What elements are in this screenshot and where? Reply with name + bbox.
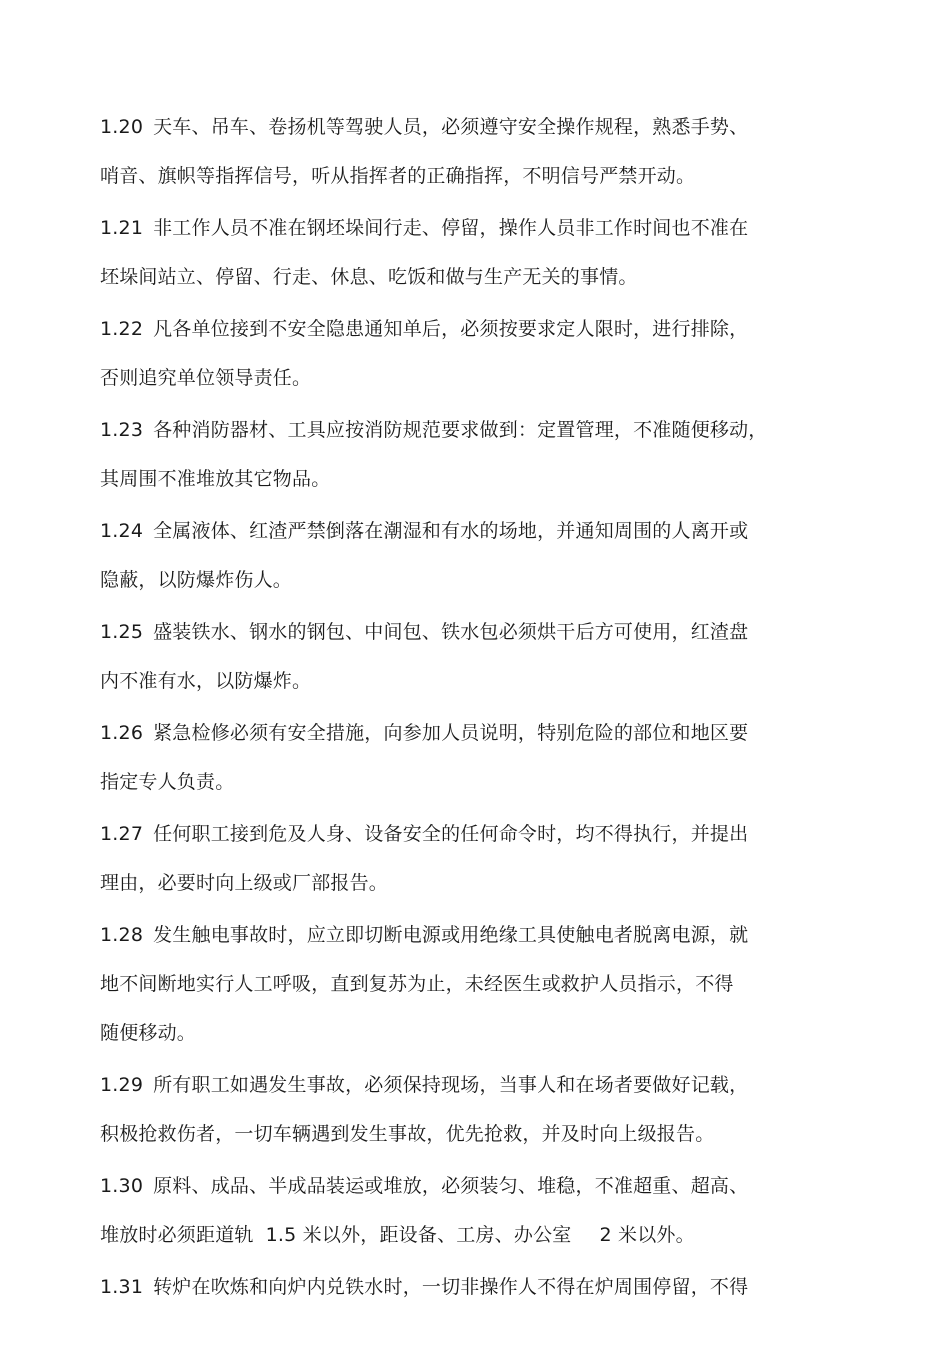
clause-line [100, 657, 820, 706]
clause-text: 全属液体、红渣严禁倒落在潮湿和有水的场地，并通知周围的人离开或 [153, 520, 749, 542]
clause-text: 其周围不准堆放其它物品。 [100, 468, 331, 490]
document-page [100, 103, 820, 1315]
clause-text: 盛装铁水、钢水的钢包、中间包、铁水包必须烘干后方可使用，红渣盘 [153, 621, 749, 643]
clause-line [100, 556, 820, 605]
clause-text: 积极抢救伤者，一切车辆遇到发生事故，优先抢救，并及时向上级报告。 [100, 1123, 715, 1145]
clause-1-22 [100, 305, 820, 403]
clause-text: 各种消防器材、工具应按消防规范要求做到：定置管理，不准随便移动， [153, 419, 768, 441]
clause-number: 1.22 [100, 318, 144, 340]
clause-text: 坯垛间站立、停留、行走、休息、吃饭和做与生产无关的事情。 [100, 266, 638, 288]
clause-line [100, 1162, 820, 1211]
clause-text: 紧急检修必须有安全措施，向参加人员说明，特别危险的部位和地区要 [153, 722, 749, 744]
clause-line [100, 911, 820, 960]
clause-1-30 [100, 1162, 820, 1260]
clause-1-31 [100, 1263, 820, 1312]
clause-text: 哨音、旗帜等指挥信号，听从指挥者的正确指挥，不明信号严禁开动。 [100, 165, 696, 187]
clause-text: 否则追究单位领导责任。 [100, 367, 312, 389]
clause-line [100, 204, 820, 253]
clause-1-28 [100, 911, 820, 1058]
clause-1-29 [100, 1061, 820, 1159]
clause-line [100, 507, 820, 556]
clause-line [100, 608, 820, 657]
clause-number: 1.29 [100, 1074, 144, 1096]
clause-line [100, 960, 820, 1009]
clause-1-26 [100, 709, 820, 807]
clause-text: 发生触电事故时，应立即切断电源或用绝缘工具使触电者脱离电源，就 [153, 924, 749, 946]
clause-text: 随便移动。 [100, 1022, 197, 1044]
clause-text-segment: 1.5 米以外，距设备、工房、办公室 [265, 1224, 572, 1246]
clause-line [100, 1263, 820, 1312]
clause-line [100, 1211, 820, 1260]
clause-text: 内不准有水，以防爆炸。 [100, 670, 312, 692]
clause-line [100, 810, 820, 859]
clause-1-20 [100, 103, 820, 201]
clause-line [100, 406, 820, 455]
clause-line [100, 103, 820, 152]
clause-1-24 [100, 507, 820, 605]
clause-number: 1.28 [100, 924, 144, 946]
clause-number: 1.24 [100, 520, 144, 542]
clause-line [100, 859, 820, 908]
clause-text-segment: 2 米以外。 [599, 1224, 695, 1246]
clause-number: 1.20 [100, 116, 144, 138]
clause-text: 隐蔽，以防爆炸伤人。 [100, 569, 293, 591]
clause-1-25 [100, 608, 820, 706]
clause-text: 转炉在吹炼和向炉内兑铁水时，一切非操作人不得在炉周围停留，不得 [153, 1276, 749, 1298]
clause-number: 1.27 [100, 823, 144, 845]
clause-line [100, 455, 820, 504]
clause-line [100, 354, 820, 403]
clause-text: 指定专人负责。 [100, 771, 235, 793]
clause-line [100, 305, 820, 354]
clause-text-segment: 堆放时必须距道轨 [100, 1224, 254, 1246]
clause-number: 1.26 [100, 722, 144, 744]
clause-1-27 [100, 810, 820, 908]
clause-text: 理由，必要时向上级或厂部报告。 [100, 872, 389, 894]
clause-line [100, 253, 820, 302]
clause-line [100, 1009, 820, 1058]
clause-line [100, 152, 820, 201]
clause-1-21 [100, 204, 820, 302]
clause-line [100, 1061, 820, 1110]
clause-number: 1.25 [100, 621, 144, 643]
clause-number: 1.30 [100, 1175, 144, 1197]
clause-text: 原料、成品、半成品装运或堆放，必须装匀、堆稳，不准超重、超高、 [153, 1175, 749, 1197]
clause-line [100, 709, 820, 758]
clause-text: 地不间断地实行人工呼吸，直到复苏为止，未经医生或救护人员指示，不得 [100, 973, 734, 995]
clause-number: 1.31 [100, 1276, 144, 1298]
clause-text: 任何职工接到危及人身、设备安全的任何命令时，均不得执行，并提出 [153, 823, 749, 845]
clause-text: 天车、吊车、卷扬机等驾驶人员，必须遵守安全操作规程，熟悉手势、 [153, 116, 749, 138]
clause-number: 1.21 [100, 217, 144, 239]
clause-1-23 [100, 406, 820, 504]
clause-text: 所有职工如遇发生事故，必须保持现场，当事人和在场者要做好记载， [153, 1074, 749, 1096]
clause-line [100, 1110, 820, 1159]
clause-text: 非工作人员不准在钢坯垛间行走、停留，操作人员非工作时间也不准在 [153, 217, 749, 239]
clause-number: 1.23 [100, 419, 144, 441]
clause-text: 凡各单位接到不安全隐患通知单后，必须按要求定人限时，进行排除， [153, 318, 749, 340]
clause-line [100, 758, 820, 807]
